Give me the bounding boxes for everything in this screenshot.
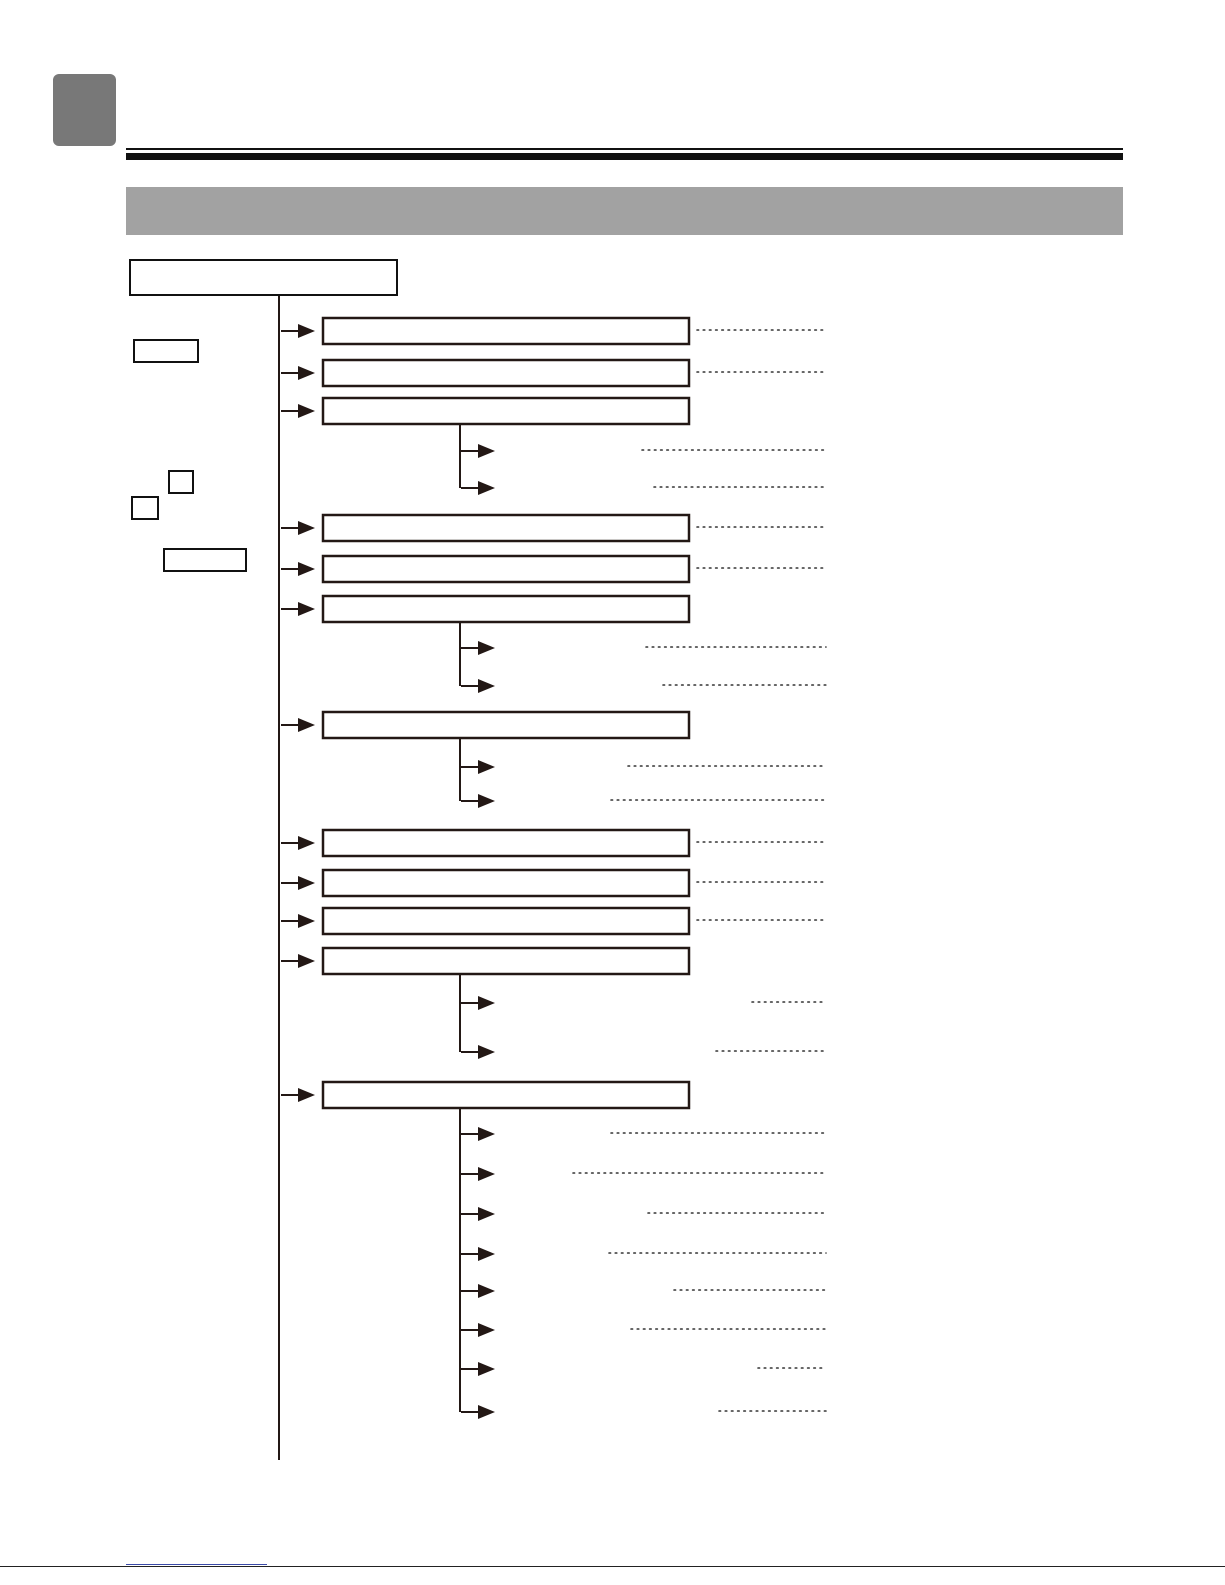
group-arrow-2-head [298,366,315,380]
root-menu-box [129,259,398,296]
key-box-3 [131,496,159,520]
menu-box-6 [323,596,689,622]
child-arrow-12-5-head [478,1284,495,1298]
child-arrow-7-1-head [478,760,495,774]
menu-box-1 [323,318,689,344]
menu-box-4 [323,515,689,541]
group-arrow-5-head [298,562,315,576]
group-arrow-10-head [298,914,315,928]
menu-box-3 [323,398,689,424]
key-box-4 [163,548,247,572]
child-arrow-12-8-head [478,1405,495,1419]
menu-box-10 [323,908,689,934]
group-arrow-1-head [298,324,315,338]
group-arrow-6-head [298,602,315,616]
menu-box-11 [323,948,689,974]
child-arrow-12-7-head [478,1362,495,1376]
child-arrow-11-2-head [478,1045,495,1059]
child-arrow-12-6-head [478,1323,495,1337]
child-arrow-3-1-head [478,444,495,458]
group-arrow-12-head [298,1088,315,1102]
child-arrow-3-2-head [478,481,495,495]
child-arrow-6-2-head [478,679,495,693]
footer-rule [0,1566,1225,1567]
child-arrow-6-1-head [478,641,495,655]
menu-box-8 [323,830,689,856]
child-arrow-12-1-head [478,1127,495,1141]
group-arrow-9-head [298,876,315,890]
group-arrow-7-head [298,718,315,732]
key-box-1 [133,339,199,363]
group-arrow-11-head [298,954,315,968]
child-arrow-12-3-head [478,1207,495,1221]
footer-link[interactable] [126,1552,267,1565]
menu-box-2 [323,360,689,386]
child-arrow-7-2-head [478,794,495,808]
menu-box-5 [323,556,689,582]
group-arrow-3-head [298,404,315,418]
group-arrow-8-head [298,836,315,850]
key-box-2 [168,470,194,494]
child-arrow-11-1-head [478,996,495,1010]
group-arrow-4-head [298,521,315,535]
child-arrow-12-4-head [478,1247,495,1261]
menu-box-9 [323,870,689,896]
menu-box-7 [323,712,689,738]
menu-box-12 [323,1082,689,1108]
child-arrow-12-2-head [478,1167,495,1181]
